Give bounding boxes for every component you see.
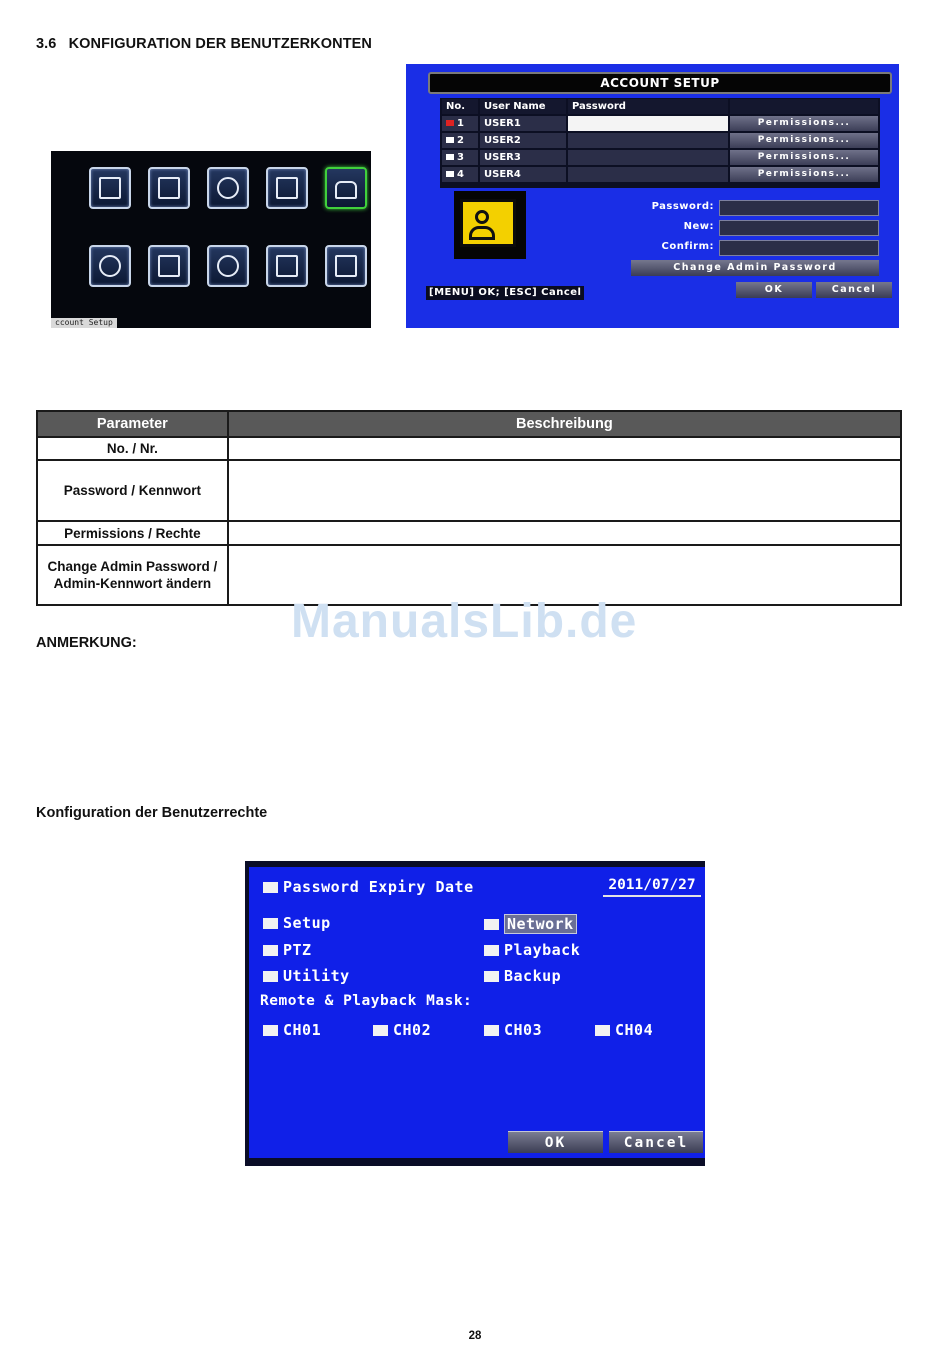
table-header-row bbox=[37, 411, 901, 437]
playback-checkbox[interactable] bbox=[484, 945, 499, 956]
channel-option[interactable] bbox=[373, 1021, 431, 1039]
main-menu-screenshot bbox=[51, 151, 371, 328]
permissions-button[interactable]: Permissions... bbox=[730, 150, 878, 165]
section-number: 3.6 bbox=[36, 36, 57, 52]
backup-checkbox[interactable] bbox=[484, 971, 499, 982]
page-number: 28 bbox=[468, 1330, 482, 1342]
channel-label: CH01 bbox=[283, 1021, 322, 1039]
watermark: ManualsLib.de bbox=[291, 595, 638, 648]
expiry-checkbox[interactable] bbox=[263, 882, 278, 893]
param-cell: Password / Kennwort bbox=[37, 460, 228, 521]
channel-checkbox[interactable] bbox=[484, 1025, 499, 1036]
account-row[interactable] bbox=[440, 115, 880, 132]
header-parameter: Parameter bbox=[37, 411, 228, 437]
desc-cell bbox=[228, 460, 901, 521]
record-icon[interactable] bbox=[148, 167, 190, 209]
backup-option[interactable] bbox=[484, 967, 561, 985]
permissions-screenshot bbox=[245, 861, 705, 1166]
user-no: 2 bbox=[457, 135, 464, 146]
permissions-button[interactable]: Permissions... bbox=[730, 116, 878, 131]
event-icon[interactable] bbox=[325, 245, 367, 287]
playback-option[interactable] bbox=[484, 941, 580, 959]
channel-checkbox[interactable] bbox=[263, 1025, 278, 1036]
subheading: Konfiguration der Benutzerrechte bbox=[36, 805, 268, 821]
display-icon[interactable] bbox=[89, 167, 131, 209]
setup-label: Setup bbox=[283, 914, 331, 932]
ok-button[interactable]: OK bbox=[736, 282, 812, 298]
user-name: USER2 bbox=[480, 133, 566, 148]
param-cell: Change Admin Password / Admin-Kennwort ändern bbox=[37, 545, 228, 605]
expiry-option[interactable] bbox=[263, 878, 474, 896]
system-icon[interactable] bbox=[207, 245, 249, 287]
account-row[interactable] bbox=[440, 132, 880, 149]
header-description: Beschreibung bbox=[228, 411, 901, 437]
ptz-icon[interactable] bbox=[148, 245, 190, 287]
setup-option[interactable] bbox=[263, 914, 331, 932]
account-setup-screenshot bbox=[406, 64, 899, 328]
playback-label: Playback bbox=[504, 941, 581, 959]
expiry-label: Password Expiry Date bbox=[283, 878, 474, 896]
param-cell: Permissions / Rechte bbox=[37, 521, 228, 545]
user-checkbox[interactable] bbox=[446, 120, 454, 126]
ptz-option[interactable] bbox=[263, 941, 312, 959]
user-password-field[interactable] bbox=[568, 133, 728, 148]
admin-avatar bbox=[454, 191, 526, 259]
user-checkbox[interactable] bbox=[446, 137, 454, 143]
section-heading bbox=[36, 36, 372, 52]
network-icon[interactable] bbox=[89, 245, 131, 287]
admin-password-input[interactable] bbox=[719, 200, 879, 216]
ptz-checkbox[interactable] bbox=[263, 945, 278, 956]
user-no: 4 bbox=[457, 169, 464, 180]
confirm-password-input[interactable] bbox=[719, 240, 879, 256]
note-heading: ANMERKUNG: bbox=[36, 635, 137, 651]
tools-icon[interactable] bbox=[266, 245, 308, 287]
menu-caption: ccount Setup bbox=[51, 318, 117, 328]
network-option[interactable] bbox=[484, 915, 577, 933]
section-title: KONFIGURATION DER BENUTZERKONTEN bbox=[68, 36, 373, 52]
mask-label: Remote & Playback Mask: bbox=[260, 993, 473, 1009]
ptz-label: PTZ bbox=[283, 941, 312, 959]
cancel-button[interactable]: Cancel bbox=[609, 1131, 703, 1153]
new-password-label: New: bbox=[683, 221, 714, 232]
col-no: No. bbox=[442, 99, 478, 114]
account-grid-header bbox=[440, 98, 880, 115]
user-no: 1 bbox=[457, 118, 464, 129]
network-label: Network bbox=[504, 914, 577, 934]
expiry-date-field[interactable]: 2011/07/27 bbox=[603, 875, 701, 897]
param-cell: No. / Nr. bbox=[37, 437, 228, 460]
confirm-password-label: Confirm: bbox=[661, 241, 714, 252]
channel-label: CH02 bbox=[393, 1021, 432, 1039]
user-password-field[interactable] bbox=[568, 167, 728, 182]
key-hint: [MENU] OK; [ESC] Cancel bbox=[426, 286, 584, 300]
permissions-button[interactable]: Permissions... bbox=[730, 167, 878, 182]
utility-option[interactable] bbox=[263, 967, 350, 985]
account-setup-title: ACCOUNT SETUP bbox=[428, 72, 892, 94]
user-checkbox[interactable] bbox=[446, 171, 454, 177]
table-row bbox=[37, 437, 901, 460]
new-password-input[interactable] bbox=[719, 220, 879, 236]
channel-option[interactable] bbox=[595, 1021, 653, 1039]
channel-option[interactable] bbox=[484, 1021, 542, 1039]
desc-cell bbox=[228, 437, 901, 460]
desc-cell bbox=[228, 521, 901, 545]
lock-icon[interactable] bbox=[325, 167, 367, 209]
network-checkbox[interactable] bbox=[484, 919, 499, 930]
channel-label: CH04 bbox=[615, 1021, 654, 1039]
cancel-button[interactable]: Cancel bbox=[816, 282, 892, 298]
schedule-icon[interactable] bbox=[207, 167, 249, 209]
user-checkbox[interactable] bbox=[446, 154, 454, 160]
utility-checkbox[interactable] bbox=[263, 971, 278, 982]
channel-label: CH03 bbox=[504, 1021, 543, 1039]
user-no: 3 bbox=[457, 152, 464, 163]
user-name: USER4 bbox=[480, 167, 566, 182]
change-admin-password-button[interactable]: Change Admin Password bbox=[631, 260, 879, 276]
camera-icon[interactable] bbox=[266, 167, 308, 209]
col-password: Password bbox=[568, 99, 728, 114]
channel-checkbox[interactable] bbox=[595, 1025, 610, 1036]
user-password-field[interactable] bbox=[568, 150, 728, 165]
channel-checkbox[interactable] bbox=[373, 1025, 388, 1036]
setup-checkbox[interactable] bbox=[263, 918, 278, 929]
col-user-name: User Name bbox=[480, 99, 566, 114]
table-row bbox=[37, 521, 901, 545]
user-password-field[interactable] bbox=[568, 116, 728, 131]
account-row[interactable] bbox=[440, 149, 880, 166]
account-row[interactable] bbox=[440, 166, 880, 183]
table-row bbox=[37, 460, 901, 521]
ok-button[interactable]: OK bbox=[508, 1131, 603, 1153]
user-name: USER3 bbox=[480, 150, 566, 165]
channel-option[interactable] bbox=[263, 1021, 321, 1039]
parameter-table bbox=[36, 410, 902, 606]
account-grid bbox=[440, 98, 880, 188]
permissions-button[interactable]: Permissions... bbox=[730, 133, 878, 148]
utility-label: Utility bbox=[283, 967, 350, 985]
backup-label: Backup bbox=[504, 967, 562, 985]
password-label: Password: bbox=[651, 201, 714, 212]
col-permissions bbox=[730, 99, 878, 114]
user-name: USER1 bbox=[480, 116, 566, 131]
user-icon bbox=[460, 199, 516, 247]
